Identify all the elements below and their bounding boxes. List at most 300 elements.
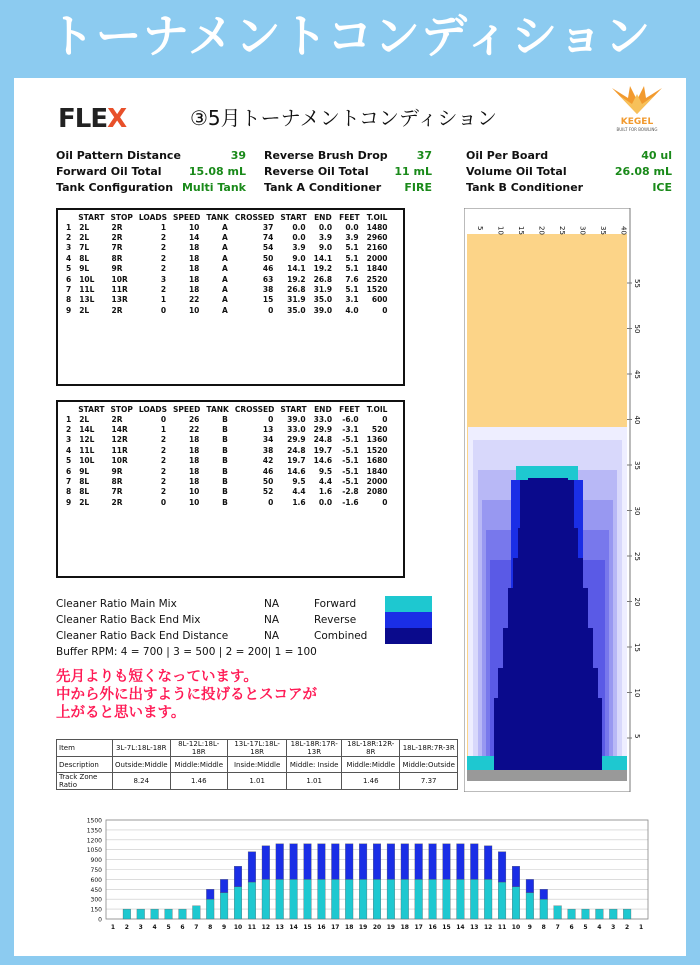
table-cell: 13R [111,295,128,305]
table-cell: 11L [79,445,95,455]
bar-reverse [206,889,214,899]
column-header: SPEED [173,404,201,414]
legend-swatch [385,612,432,628]
table-cell: 18 [188,435,200,445]
bar-forward [470,879,478,919]
table-cell: 2 [160,445,167,455]
bar-forward [179,909,187,919]
bar-forward [248,882,256,919]
column-header: START [280,404,307,414]
table-cell: 520 [371,425,388,435]
table-row [62,456,392,466]
zone-cell: 1.46 [342,773,400,790]
table-cell: B [222,445,228,455]
bar-reverse [512,866,520,886]
column-header: START [78,212,105,222]
table-cell: 2L [79,233,90,243]
table-cell: 0 [268,305,274,315]
param-cell [56,180,246,196]
table-cell: -5.1 [342,477,359,487]
table-cell: A [222,222,228,232]
y-tick-label: 750 [90,867,102,874]
bar-reverse [526,879,534,892]
table-cell: A [222,285,228,295]
track-zone-table [56,739,458,790]
table-cell: 52 [262,487,274,497]
flex-logo-x: X [107,104,127,134]
table-cell: B [222,497,228,507]
table-cell: B [222,456,228,466]
table-cell: 2R [111,305,123,315]
table-cell: 14 [188,233,200,243]
table-cell: 9.0 [318,243,333,253]
top-tick-label: 20 [537,226,546,235]
table-cell: 8L [79,477,90,487]
bar-forward [304,879,312,919]
table-cell: 0 [268,414,274,424]
bar-forward [387,879,395,919]
table-cell: 2 [66,233,72,243]
table-cell: 5 [66,456,72,466]
table-cell: 42 [262,456,274,466]
column-header: START [280,212,307,222]
top-tick-label: 10 [496,226,505,235]
table-cell: 3 [160,274,167,284]
param-value: FIRE [404,181,432,194]
table-cell: -5.1 [342,445,359,455]
table-cell: 2080 [366,487,388,497]
table-cell: 2L [79,222,90,232]
column-header: T.OIL [366,212,388,222]
zone-cell: 1.01 [227,773,286,790]
x-tick-label: 9 [222,924,227,931]
x-tick-label: 1 [638,924,644,931]
bar-forward [526,893,534,919]
table-cell: 38 [262,285,274,295]
table-cell: A [222,305,228,315]
bar-forward [429,879,437,919]
table-cell: 26.8 [313,274,333,284]
x-tick-label: 7 [194,924,199,931]
table-cell: 1520 [366,445,388,455]
table-cell: 0 [268,497,274,507]
table-cell: 35.0 [287,305,306,315]
table-cell: -5.1 [342,456,359,466]
table-cell: 4.4 [318,477,333,487]
table-cell: 14.1 [287,264,306,274]
table-cell: 38 [262,445,274,455]
param-cell [264,148,432,164]
feet-tick-label: 15 [633,643,641,652]
zone-cell: 3L-7L:18L-18R [113,740,171,757]
table-cell: 1520 [366,285,388,295]
bar-forward [234,887,242,919]
table-header-row [62,212,392,222]
feet-tick-label: 20 [633,597,641,607]
cleaner-row [56,596,357,612]
table-row [62,424,392,434]
x-tick-label: 10 [511,924,521,931]
bar-forward [276,879,284,919]
x-tick-label: 15 [303,924,312,931]
cleaner-row [56,612,357,628]
bar-forward [373,879,381,919]
table-row [62,274,392,284]
param-cell [264,164,432,180]
table-cell: 50 [262,477,274,487]
bar-forward [540,899,548,919]
table-cell: 2 [160,435,167,445]
table-cell: 13L [79,295,95,305]
param-label: Forward Oil Total [56,165,162,178]
forward-load-table [56,208,405,386]
bar-reverse [540,889,548,899]
table-cell: 2960 [366,233,388,243]
table-cell: 600 [371,295,388,305]
table-cell: 12R [111,435,128,445]
table-cell: 3.9 [345,233,359,243]
kegel-logo-tagline: BUILT FOR BOWLING [616,127,658,132]
table-cell: 1.6 [318,487,333,497]
x-tick-label: 5 [166,924,171,931]
column-header: SPEED [173,212,201,222]
table-row [62,284,392,294]
table-cell: 11L [79,285,95,295]
bar-reverse [401,844,409,880]
table-row [62,305,392,315]
bar-forward [318,879,326,919]
x-tick-label: 12 [483,924,493,931]
x-tick-label: 7 [555,924,560,931]
table-cell: 10R [111,274,128,284]
x-tick-label: 18 [345,924,354,931]
column-header: STOP [110,404,133,414]
feet-tick-label: 5 [633,734,641,739]
column-header: LOADS [138,212,168,222]
table-cell: 0 [382,497,388,507]
table-cell: 5.1 [345,243,359,253]
table-cell: 2L [79,414,90,424]
param-value: Multi Tank [181,181,246,194]
table-cell: 1 [160,295,167,305]
bar-reverse [387,844,395,880]
oil-heads-core [494,756,602,770]
y-tick-label: 600 [90,876,102,884]
cleaner-value: NA [264,598,280,610]
zone-cell: 18L-18R:12R-8R [342,740,400,757]
table-cell: B [222,466,228,476]
table-cell: 9L [79,264,90,274]
table-cell: 2 [160,456,167,466]
bar-reverse [457,844,465,880]
zone-cell: Outside:Middle [113,757,171,773]
column-header: T.OIL [366,404,388,414]
column-header: LOADS [138,404,168,414]
x-tick-label: 6 [180,924,185,931]
table-cell: -5.1 [342,466,359,476]
table-cell: A [222,243,228,253]
y-tick-label: 1200 [86,837,102,845]
flex-logo [58,104,126,134]
table-cell: 1 [66,222,72,232]
table-cell: 1680 [366,456,388,466]
zone-cell: Description [57,757,113,773]
x-tick-label: 6 [569,924,574,931]
column-header: TANK [206,212,229,222]
bar-reverse [345,844,353,880]
table-cell: B [222,487,228,497]
table-cell: 0.0 [292,233,306,243]
table-cell: A [222,295,228,305]
note-line: 上がると思います。 [56,705,186,721]
bar-forward [568,909,576,919]
feet-tick-label: 10 [633,688,641,698]
table-cell: 29.9 [313,425,333,435]
bar-reverse [304,844,312,880]
table-cell: 74 [262,233,274,243]
table-cell: 1 [160,425,167,435]
table-row [62,435,392,445]
x-tick-label: 4 [152,924,157,931]
table-cell: 18 [188,445,200,455]
table-cell: 0.0 [292,222,306,232]
table-cell: 10L [79,456,95,466]
bar-reverse [429,844,437,880]
table-cell: 18 [188,466,200,476]
bar-reverse [373,844,381,880]
feet-tick-label: 25 [633,552,641,561]
table-cell: 14.6 [287,466,306,476]
table-cell: 0.0 [345,222,359,232]
condition-sheet [14,78,686,956]
table-cell: 0 [382,305,388,315]
param-value: ICE [652,181,672,194]
table-cell: 8L [79,253,90,263]
sheet-title: ③5月トーナメントコンディション [190,106,498,130]
top-tick-label: 5 [476,226,484,231]
buffer-rpm: Buffer RPM: 4 = 700 | 3 = 500 | 2 = 200| 1 = 100 [56,646,317,658]
table-cell: 0.0 [318,222,333,232]
table-cell: 2 [160,487,167,497]
zone-cell: Middle:Middle [170,757,227,773]
cleaner-label: Cleaner Ratio Back End Mix [56,614,201,626]
param-cell [56,148,246,164]
table-cell: 19.2 [313,264,333,274]
bar-reverse [318,844,326,880]
feet-tick-label: 35 [633,461,641,470]
zone-cell: 1.01 [287,773,342,790]
bar-forward [498,882,506,919]
x-tick-label: 13 [470,924,479,931]
feet-tick-label: 55 [633,279,641,288]
table-cell: 9L [79,466,90,476]
table-cell: 14R [111,425,128,435]
table-cell: 26 [188,414,200,424]
table-row [62,222,392,232]
table-cell: 24.8 [287,445,306,455]
table-cell: 26.8 [287,285,306,295]
param-cell [56,164,246,180]
table-cell: 1 [160,222,167,232]
table-cell: 10 [188,222,200,232]
table-cell: 2 [160,285,167,295]
zone-cell: 7.37 [400,773,458,790]
bar-reverse [331,844,339,880]
x-tick-label: 8 [541,924,546,931]
pattern-parameters [56,148,672,196]
comment-note [56,668,317,722]
bar-reverse [484,846,492,880]
table-cell: 22 [188,295,200,305]
table-cell: 4.0 [345,305,359,315]
bar-forward [457,879,465,919]
column-header: FEET [339,404,360,414]
table-cell: 19.7 [313,445,333,455]
table-cell: 8 [66,487,72,497]
table-cell: 2520 [366,274,388,284]
zone-row [57,740,458,757]
param-label: Tank Configuration [56,181,174,194]
kegel-logo [606,84,668,132]
feet-tick-label: 50 [633,324,641,334]
table-cell: 7 [66,285,72,295]
zone-cell: Item [57,740,113,757]
top-tick-label: 25 [558,226,566,235]
x-tick-label: 5 [583,924,588,931]
table-cell: 34 [262,435,274,445]
table-cell: B [222,477,228,487]
param-value: 39 [230,149,246,162]
table-cell: 2 [160,243,167,253]
bar-forward [512,887,520,919]
table-cell: 1840 [366,264,388,274]
column-header: START [78,404,105,414]
table-cell: 1 [66,414,72,424]
bar-forward [554,906,562,919]
table-cell: 11R [111,445,128,455]
table-cell: 63 [262,274,274,284]
table-cell: 29.9 [287,435,306,445]
bar-reverse [359,844,367,880]
table-cell: 10 [188,487,200,497]
table-cell: 1840 [366,466,388,476]
column-header [62,212,75,222]
table-cell: 18 [188,477,200,487]
table-cell: -3.1 [342,425,359,435]
x-tick-label: 14 [456,924,465,931]
table-cell: 13 [262,425,274,435]
table-cell: 3.1 [345,295,359,305]
zone-cell: 8L-12L:18L-18R [170,740,227,757]
table-cell: 2R [111,233,123,243]
bar-forward [151,909,159,919]
table-cell: -6.0 [342,414,359,424]
bar-forward [443,879,451,919]
bar-reverse [234,866,242,886]
column-header: FEET [339,212,360,222]
param-label: Reverse Brush Drop [264,149,388,162]
x-tick-label: 9 [527,924,532,931]
y-tick-label: 450 [90,886,102,894]
cleaner-legend [56,596,368,660]
table-cell: 4 [66,445,72,455]
bar-forward [596,909,604,919]
table-cell: 10R [111,456,128,466]
param-label: Volume Oil Total [466,165,567,178]
table-row [62,295,392,305]
zone-cell: Middle:Middle [342,757,400,773]
param-label: Tank A Conditioner [264,181,382,194]
x-tick-label: 16 [317,924,326,931]
bar-forward [206,899,214,919]
table-row [62,497,392,507]
zone-cell: 1.46 [170,773,227,790]
table-cell: 2R [111,222,123,232]
table-cell: 22 [188,425,200,435]
bar-reverse [276,844,284,880]
bar-forward [193,906,201,919]
table-cell: 4 [66,253,72,263]
reverse-load-table [56,400,405,578]
table-cell: 18 [188,285,200,295]
table-cell: 5.1 [345,253,359,263]
y-tick-label: 0 [98,916,102,924]
bar-forward [123,909,131,919]
table-cell: 35.0 [313,295,333,305]
table-row [62,232,392,242]
bar-reverse [220,879,228,892]
table-cell: -5.1 [342,435,359,445]
table-cell: 7.6 [345,274,359,284]
x-tick-label: 16 [428,924,437,931]
table-cell: 0.0 [318,497,333,507]
table-cell: 6 [66,466,72,476]
param-label: Oil Pattern Distance [56,149,181,162]
y-tick-label: 300 [90,896,102,904]
bar-forward [415,879,423,919]
table-cell: 9.0 [292,253,306,263]
table-cell: 7R [111,487,123,497]
table-cell: 0 [160,414,167,424]
table-cell: 2R [111,497,123,507]
bar-reverse [290,844,298,880]
table-cell: 6 [66,274,72,284]
table-cell: 50 [262,253,274,263]
banner-title: トーナメントコンディション [48,9,652,63]
top-tick-label: 40 [619,226,628,235]
table-row [62,476,392,486]
param-row [56,148,672,164]
top-tick-label: 35 [599,226,607,235]
zone-row [57,757,458,773]
column-header: TANK [206,404,229,414]
x-tick-label: 14 [289,924,298,931]
bar-forward [401,879,409,919]
column-header: END [314,404,332,414]
cleaner-label: Cleaner Ratio Back End Distance [56,630,229,642]
bar-forward [290,879,298,919]
table-cell: 18 [188,456,200,466]
x-tick-label: 13 [275,924,284,931]
param-value: 15.08 mL [188,165,246,178]
bar-reverse [470,844,478,880]
legend-label: Combined [314,630,368,642]
param-row [56,164,672,180]
table-row [62,445,392,455]
oil-volume-chart [64,806,666,944]
x-tick-label: 3 [138,924,143,931]
table-cell: 2 [66,425,72,435]
